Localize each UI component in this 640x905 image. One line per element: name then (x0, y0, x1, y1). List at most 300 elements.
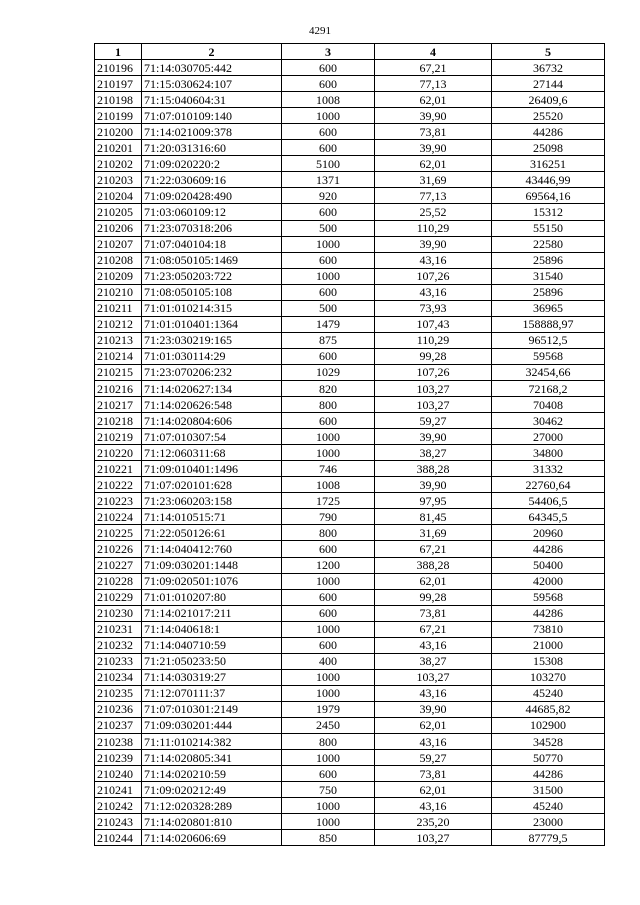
table-row (95, 814, 605, 830)
area-cell: 600 (282, 284, 375, 300)
value-cell: 15312 (492, 204, 605, 220)
rate-cell: 31,69 (375, 525, 492, 541)
row-number-cell: 210231 (95, 621, 142, 637)
rate-cell: 235,20 (375, 814, 492, 830)
table-row (95, 493, 605, 509)
row-number-cell: 210198 (95, 92, 142, 108)
area-cell: 500 (282, 300, 375, 316)
row-number-cell: 210243 (95, 814, 142, 830)
cadastral-number-cell: 71:14:010515:71 (142, 509, 282, 525)
table-row (95, 92, 605, 108)
rate-cell: 67,21 (375, 60, 492, 76)
value-cell: 55150 (492, 220, 605, 236)
rate-cell: 110,29 (375, 332, 492, 348)
cadastral-number-cell: 71:09:030201:444 (142, 717, 282, 733)
cadastral-number-cell: 71:14:020805:341 (142, 750, 282, 766)
table-row (95, 830, 605, 846)
value-cell: 25520 (492, 108, 605, 124)
rate-cell: 62,01 (375, 782, 492, 798)
value-cell: 70408 (492, 397, 605, 413)
rate-cell: 62,01 (375, 156, 492, 172)
value-cell: 30462 (492, 413, 605, 429)
row-number-cell: 210221 (95, 461, 142, 477)
rate-cell: 43,16 (375, 252, 492, 268)
area-cell: 600 (282, 413, 375, 429)
area-cell: 790 (282, 509, 375, 525)
value-cell: 45240 (492, 798, 605, 814)
row-number-cell: 210242 (95, 798, 142, 814)
rate-cell: 62,01 (375, 92, 492, 108)
value-cell: 59568 (492, 348, 605, 364)
value-cell: 45240 (492, 685, 605, 701)
cadastral-number-cell: 71:21:050233:50 (142, 653, 282, 669)
row-number-cell: 210206 (95, 220, 142, 236)
value-cell: 158888,97 (492, 316, 605, 332)
area-cell: 1479 (282, 316, 375, 332)
column-header-2: 2 (142, 44, 282, 60)
cadastral-number-cell: 71:14:020801:810 (142, 814, 282, 830)
cadastral-number-cell: 71:09:020212:49 (142, 782, 282, 798)
table-row (95, 380, 605, 396)
area-cell: 875 (282, 332, 375, 348)
data-table (94, 43, 605, 846)
value-cell: 25896 (492, 284, 605, 300)
column-header-1: 1 (95, 44, 142, 60)
table-row (95, 397, 605, 413)
table-row (95, 766, 605, 782)
cadastral-number-cell: 71:14:040710:59 (142, 637, 282, 653)
row-number-cell: 210219 (95, 429, 142, 445)
row-number-cell: 210207 (95, 236, 142, 252)
rate-cell: 67,21 (375, 621, 492, 637)
area-cell: 400 (282, 653, 375, 669)
area-cell: 746 (282, 461, 375, 477)
row-number-cell: 210237 (95, 717, 142, 733)
area-cell: 1200 (282, 557, 375, 573)
value-cell: 72168,2 (492, 380, 605, 396)
table-row (95, 300, 605, 316)
row-number-cell: 210232 (95, 637, 142, 653)
table-row (95, 332, 605, 348)
area-cell: 1000 (282, 750, 375, 766)
area-cell: 600 (282, 605, 375, 621)
area-cell: 600 (282, 60, 375, 76)
rate-cell: 73,81 (375, 605, 492, 621)
value-cell: 69564,16 (492, 188, 605, 204)
table-row (95, 284, 605, 300)
area-cell: 850 (282, 830, 375, 846)
row-number-cell: 210240 (95, 766, 142, 782)
table-row (95, 188, 605, 204)
area-cell: 1000 (282, 798, 375, 814)
row-number-cell: 210220 (95, 445, 142, 461)
rate-cell: 77,13 (375, 76, 492, 92)
area-cell: 1000 (282, 814, 375, 830)
row-number-cell: 210199 (95, 108, 142, 124)
cadastral-number-cell: 71:14:020804:606 (142, 413, 282, 429)
area-cell: 1000 (282, 268, 375, 284)
row-number-cell: 210239 (95, 750, 142, 766)
area-cell: 600 (282, 766, 375, 782)
table-row (95, 589, 605, 605)
value-cell: 32454,66 (492, 364, 605, 380)
value-cell: 42000 (492, 573, 605, 589)
rate-cell: 43,16 (375, 284, 492, 300)
table-row (95, 204, 605, 220)
area-cell: 800 (282, 525, 375, 541)
column-header-5: 5 (492, 44, 605, 60)
cadastral-number-cell: 71:15:040604:31 (142, 92, 282, 108)
row-number-cell: 210229 (95, 589, 142, 605)
cadastral-number-cell: 71:14:021009:378 (142, 124, 282, 140)
cadastral-number-cell: 71:12:070111:37 (142, 685, 282, 701)
column-header-3: 3 (282, 44, 375, 60)
cadastral-number-cell: 71:09:020220:2 (142, 156, 282, 172)
value-cell: 316251 (492, 156, 605, 172)
cadastral-number-cell: 71:07:040104:18 (142, 236, 282, 252)
area-cell: 750 (282, 782, 375, 798)
area-cell: 1000 (282, 108, 375, 124)
area-cell: 5100 (282, 156, 375, 172)
rate-cell: 39,90 (375, 236, 492, 252)
rate-cell: 38,27 (375, 653, 492, 669)
area-cell: 1000 (282, 685, 375, 701)
rate-cell: 43,16 (375, 637, 492, 653)
cadastral-number-cell: 71:08:050105:108 (142, 284, 282, 300)
table-row (95, 573, 605, 589)
area-cell: 600 (282, 541, 375, 557)
cadastral-number-cell: 71:09:020501:1076 (142, 573, 282, 589)
table-row (95, 653, 605, 669)
rate-cell: 43,16 (375, 798, 492, 814)
rate-cell: 107,26 (375, 364, 492, 380)
value-cell: 31540 (492, 268, 605, 284)
rate-cell: 39,90 (375, 701, 492, 717)
row-number-cell: 210196 (95, 60, 142, 76)
row-number-cell: 210211 (95, 300, 142, 316)
rate-cell: 62,01 (375, 573, 492, 589)
value-cell: 34528 (492, 734, 605, 750)
value-cell: 15308 (492, 653, 605, 669)
cadastral-number-cell: 71:23:070318:206 (142, 220, 282, 236)
value-cell: 25098 (492, 140, 605, 156)
rate-cell: 388,28 (375, 461, 492, 477)
area-cell: 1000 (282, 573, 375, 589)
value-cell: 25896 (492, 252, 605, 268)
row-number-cell: 210205 (95, 204, 142, 220)
cadastral-number-cell: 71:09:020428:490 (142, 188, 282, 204)
area-cell: 1000 (282, 669, 375, 685)
table-row (95, 557, 605, 573)
area-cell: 600 (282, 124, 375, 140)
cadastral-number-cell: 71:14:020606:69 (142, 830, 282, 846)
rate-cell: 39,90 (375, 477, 492, 493)
value-cell: 44286 (492, 541, 605, 557)
rate-cell: 73,81 (375, 124, 492, 140)
table-row (95, 541, 605, 557)
value-cell: 21000 (492, 637, 605, 653)
rate-cell: 59,27 (375, 750, 492, 766)
row-number-cell: 210208 (95, 252, 142, 268)
row-number-cell: 210217 (95, 397, 142, 413)
rate-cell: 62,01 (375, 717, 492, 733)
rate-cell: 77,13 (375, 188, 492, 204)
area-cell: 600 (282, 348, 375, 364)
value-cell: 27144 (492, 76, 605, 92)
cadastral-number-cell: 71:14:020210:59 (142, 766, 282, 782)
cadastral-number-cell: 71:15:030624:107 (142, 76, 282, 92)
table-row (95, 445, 605, 461)
value-cell: 22580 (492, 236, 605, 252)
value-cell: 54406,5 (492, 493, 605, 509)
row-number-cell: 210227 (95, 557, 142, 573)
rate-cell: 39,90 (375, 108, 492, 124)
value-cell: 64345,5 (492, 509, 605, 525)
column-header-4: 4 (375, 44, 492, 60)
row-number-cell: 210209 (95, 268, 142, 284)
row-number-cell: 210200 (95, 124, 142, 140)
row-number-cell: 210204 (95, 188, 142, 204)
value-cell: 50400 (492, 557, 605, 573)
cadastral-number-cell: 71:12:060311:68 (142, 445, 282, 461)
row-number-cell: 210236 (95, 701, 142, 717)
table-row (95, 124, 605, 140)
row-number-cell: 210234 (95, 669, 142, 685)
rate-cell: 81,45 (375, 509, 492, 525)
area-cell: 1725 (282, 493, 375, 509)
cadastral-number-cell: 71:14:040618:1 (142, 621, 282, 637)
table-row (95, 348, 605, 364)
row-number-cell: 210213 (95, 332, 142, 348)
area-cell: 1000 (282, 445, 375, 461)
area-cell: 1371 (282, 172, 375, 188)
table-row (95, 220, 605, 236)
rate-cell: 103,27 (375, 380, 492, 396)
value-cell: 102900 (492, 717, 605, 733)
table-row (95, 429, 605, 445)
rate-cell: 99,28 (375, 348, 492, 364)
cadastral-number-cell: 71:23:070206:232 (142, 364, 282, 380)
area-cell: 800 (282, 734, 375, 750)
rate-cell: 31,69 (375, 172, 492, 188)
rate-cell: 73,81 (375, 766, 492, 782)
area-cell: 920 (282, 188, 375, 204)
table-row (95, 316, 605, 332)
area-cell: 600 (282, 637, 375, 653)
cadastral-number-cell: 71:08:050105:1469 (142, 252, 282, 268)
area-cell: 1000 (282, 236, 375, 252)
rate-cell: 73,93 (375, 300, 492, 316)
area-cell: 1029 (282, 364, 375, 380)
area-cell: 600 (282, 589, 375, 605)
value-cell: 31500 (492, 782, 605, 798)
table-row (95, 268, 605, 284)
rate-cell: 43,16 (375, 685, 492, 701)
table-row (95, 156, 605, 172)
value-cell: 103270 (492, 669, 605, 685)
cadastral-number-cell: 71:01:010214:315 (142, 300, 282, 316)
table-row (95, 669, 605, 685)
value-cell: 26409,6 (492, 92, 605, 108)
area-cell: 600 (282, 76, 375, 92)
area-cell: 600 (282, 252, 375, 268)
rate-cell: 103,27 (375, 669, 492, 685)
row-number-cell: 210216 (95, 380, 142, 396)
cadastral-number-cell: 71:01:030114:29 (142, 348, 282, 364)
row-number-cell: 210212 (95, 316, 142, 332)
value-cell: 27000 (492, 429, 605, 445)
table-row (95, 685, 605, 701)
cadastral-number-cell: 71:14:030705:442 (142, 60, 282, 76)
cadastral-number-cell: 71:11:010214:382 (142, 734, 282, 750)
value-cell: 36732 (492, 60, 605, 76)
value-cell: 50770 (492, 750, 605, 766)
rate-cell: 99,28 (375, 589, 492, 605)
table-row (95, 76, 605, 92)
cadastral-number-cell: 71:07:020101:628 (142, 477, 282, 493)
area-cell: 820 (282, 380, 375, 396)
table-row (95, 108, 605, 124)
value-cell: 34800 (492, 445, 605, 461)
value-cell: 87779,5 (492, 830, 605, 846)
table-row (95, 461, 605, 477)
rate-cell: 25,52 (375, 204, 492, 220)
row-number-cell: 210197 (95, 76, 142, 92)
rate-cell: 39,90 (375, 140, 492, 156)
table-row (95, 477, 605, 493)
rate-cell: 107,43 (375, 316, 492, 332)
page-number: 4291 (309, 25, 331, 37)
row-number-cell: 210214 (95, 348, 142, 364)
value-cell: 44286 (492, 124, 605, 140)
table-row (95, 172, 605, 188)
area-cell: 600 (282, 204, 375, 220)
table-row (95, 236, 605, 252)
cadastral-number-cell: 71:07:010307:54 (142, 429, 282, 445)
cadastral-number-cell: 71:14:040412:760 (142, 541, 282, 557)
cadastral-number-cell: 71:23:060203:158 (142, 493, 282, 509)
cadastral-number-cell: 71:22:050126:61 (142, 525, 282, 541)
cadastral-number-cell: 71:01:010401:1364 (142, 316, 282, 332)
cadastral-number-cell: 71:14:020627:134 (142, 380, 282, 396)
cadastral-number-cell: 71:12:020328:289 (142, 798, 282, 814)
cadastral-number-cell: 71:09:030201:1448 (142, 557, 282, 573)
value-cell: 43446,99 (492, 172, 605, 188)
value-cell: 22760,64 (492, 477, 605, 493)
cadastral-number-cell: 71:23:050203:722 (142, 268, 282, 284)
table-body (95, 60, 605, 846)
table-row (95, 605, 605, 621)
table-row (95, 525, 605, 541)
area-cell: 1008 (282, 92, 375, 108)
row-number-cell: 210225 (95, 525, 142, 541)
rate-cell: 110,29 (375, 220, 492, 236)
table-row (95, 509, 605, 525)
area-cell: 800 (282, 397, 375, 413)
row-number-cell: 210202 (95, 156, 142, 172)
table-row (95, 364, 605, 380)
table-row (95, 798, 605, 814)
row-number-cell: 210241 (95, 782, 142, 798)
cadastral-number-cell: 71:23:030219:165 (142, 332, 282, 348)
table-row (95, 413, 605, 429)
table-row (95, 60, 605, 76)
row-number-cell: 210222 (95, 477, 142, 493)
table-row (95, 750, 605, 766)
rate-cell: 38,27 (375, 445, 492, 461)
rate-cell: 67,21 (375, 541, 492, 557)
value-cell: 20960 (492, 525, 605, 541)
value-cell: 44685,82 (492, 701, 605, 717)
row-number-cell: 210233 (95, 653, 142, 669)
rate-cell: 39,90 (375, 429, 492, 445)
value-cell: 96512,5 (492, 332, 605, 348)
cadastral-number-cell: 71:07:010301:2149 (142, 701, 282, 717)
rate-cell: 107,26 (375, 268, 492, 284)
row-number-cell: 210230 (95, 605, 142, 621)
value-cell: 31332 (492, 461, 605, 477)
table-row (95, 252, 605, 268)
row-number-cell: 210224 (95, 509, 142, 525)
value-cell: 73810 (492, 621, 605, 637)
area-cell: 1979 (282, 701, 375, 717)
table-row (95, 637, 605, 653)
row-number-cell: 210203 (95, 172, 142, 188)
row-number-cell: 210228 (95, 573, 142, 589)
table-row (95, 621, 605, 637)
row-number-cell: 210244 (95, 830, 142, 846)
cadastral-number-cell: 71:03:060109:12 (142, 204, 282, 220)
row-number-cell: 210238 (95, 734, 142, 750)
cadastral-number-cell: 71:22:030609:16 (142, 172, 282, 188)
rate-cell: 103,27 (375, 830, 492, 846)
value-cell: 44286 (492, 766, 605, 782)
cadastral-number-cell: 71:01:010207:80 (142, 589, 282, 605)
area-cell: 1000 (282, 429, 375, 445)
table-row (95, 782, 605, 798)
row-number-cell: 210223 (95, 493, 142, 509)
table-row (95, 701, 605, 717)
rate-cell: 388,28 (375, 557, 492, 573)
value-cell: 59568 (492, 589, 605, 605)
cadastral-number-cell: 71:07:010109:140 (142, 108, 282, 124)
rate-cell: 59,27 (375, 413, 492, 429)
row-number-cell: 210210 (95, 284, 142, 300)
cadastral-number-cell: 71:14:020626:548 (142, 397, 282, 413)
row-number-cell: 210201 (95, 140, 142, 156)
table-header-row (95, 44, 605, 60)
rate-cell: 103,27 (375, 397, 492, 413)
row-number-cell: 210218 (95, 413, 142, 429)
cadastral-number-cell: 71:20:031316:60 (142, 140, 282, 156)
row-number-cell: 210226 (95, 541, 142, 557)
table-row (95, 717, 605, 733)
area-cell: 1000 (282, 621, 375, 637)
row-number-cell: 210215 (95, 364, 142, 380)
area-cell: 600 (282, 140, 375, 156)
area-cell: 1008 (282, 477, 375, 493)
area-cell: 500 (282, 220, 375, 236)
value-cell: 23000 (492, 814, 605, 830)
rate-cell: 97,95 (375, 493, 492, 509)
value-cell: 36965 (492, 300, 605, 316)
table-row (95, 140, 605, 156)
cadastral-number-cell: 71:14:030319:27 (142, 669, 282, 685)
cadastral-number-cell: 71:09:010401:1496 (142, 461, 282, 477)
cadastral-number-cell: 71:14:021017:211 (142, 605, 282, 621)
table-row (95, 734, 605, 750)
row-number-cell: 210235 (95, 685, 142, 701)
